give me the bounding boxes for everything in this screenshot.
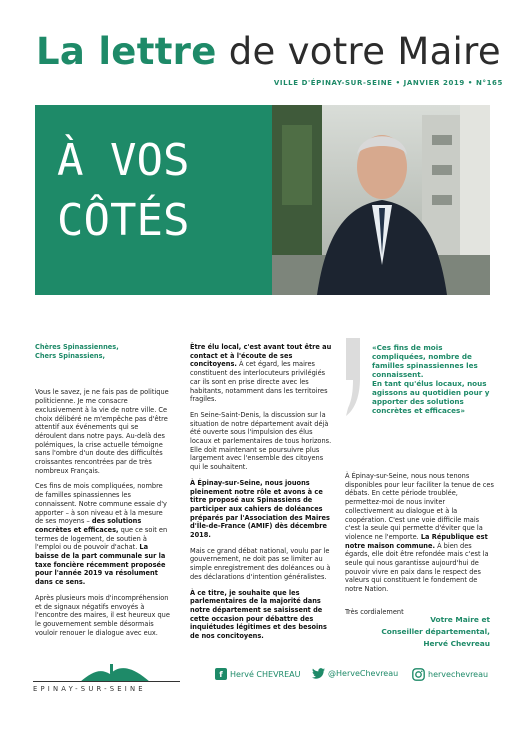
col2-paragraph-2: En Seine-Saint-Denis, la discussion sur la situation de notre département avait déjà été ouverte sous l'impulsion des élus locaux et parlementaires de tous horizons. Elle doit maintenant se poursuivre plus largement avec l'ensemble des citoyens qui le souhaitent. bbox=[190, 410, 332, 472]
facebook-icon: f bbox=[215, 668, 227, 680]
signature-line-3: Hervé Chevreau bbox=[423, 639, 490, 648]
twitter-icon bbox=[312, 668, 325, 679]
greeting-1: Chères Spinassiennes, bbox=[35, 343, 119, 351]
col1-paragraph-2: Ces fins de mois compliquées, nombre de familles spinassiennes les connaissent. Notre commune essaie d'y apporter – à son niveau et à la mesure de ses moyens – des solutions concrètes et efficaces, que ce soit en termes de logement, de soutien à l'emploi ou de pouvoir d'achat. La baisse de la part communale sur la taxe foncière récemment proposée pour l'année 2019 va résolument dans ce sens. bbox=[35, 482, 168, 587]
column-2 bbox=[190, 343, 335, 648]
facebook-handle: Hervé CHEVREAU bbox=[230, 669, 301, 679]
col1-paragraph-1: Vous le savez, je ne fais pas de politique politicienne. Je me consacre exclusivement à la vie de notre ville. Ce choix délibéré ne m'empêche pas d'être attentif aux événements qui se déroulent dans notre pays. Au-delà des polémiques, la crise actuelle témoigne sans l'ombre d'un doute des difficultés croissantes rencontrées par de très nombreux Français. bbox=[35, 388, 169, 475]
mayor-photo bbox=[272, 105, 490, 295]
greeting-2: Chers Spinassiens, bbox=[35, 351, 106, 360]
column-3 bbox=[345, 472, 495, 624]
city-logo-text: EPINAY-SUR-SEINE bbox=[33, 685, 146, 693]
column-1 bbox=[35, 343, 171, 644]
title-dark: de votre Maire bbox=[228, 30, 501, 73]
logo-divider bbox=[33, 681, 180, 682]
col1-paragraph-3: Après plusieurs mois d'incompréhension et de signaux négatifs envoyés à l'encontre des maires, il est heureux que le gouvernement semble désormais vouloir renouer le dialogue avec eux. bbox=[35, 593, 170, 637]
mayor-photo-illustration bbox=[272, 105, 490, 295]
twitter-link[interactable] bbox=[312, 668, 398, 679]
title-green: La lettre bbox=[36, 30, 217, 73]
col2-paragraph-1: Être élu local, c'est avant tout être au contact et à l'écoute de ses concitoyens. À cet égard, les maires constituent des interlocuteurs privilégiés car ils sont en prise directe avec les habitants, notamment dans les territoires fragiles. bbox=[190, 343, 332, 404]
signature-line-1: Votre Maire et bbox=[430, 615, 490, 624]
twitter-handle: @HerveChevreau bbox=[328, 669, 399, 678]
signature bbox=[381, 614, 490, 650]
instagram-handle: hervechevreau bbox=[428, 670, 489, 679]
quote-mark-icon bbox=[344, 338, 362, 416]
col2-paragraph-3: À Épinay-sur-Seine, nous jouons pleinement notre rôle et avons à ce titre proposé aux Spinassiens de participer aux cahiers de doléances préparés par l'Association des Maires d'Île-de-France (AMIF) dès décembre 2018. bbox=[190, 478, 330, 540]
hero-line-1: À VOS bbox=[57, 135, 190, 186]
facebook-link[interactable] bbox=[215, 668, 301, 680]
col3-paragraph-1: À Épinay-sur-Seine, nous nous tenons disponibles pour leur faciliter la tenue de ces débats. En cette période troublée, permettez-moi de nous inviter collectivement au dialogue et à la coopération. C'est une voie difficile mais c'est la seule qui permette d'éviter que la violence ne l'emporte. La République est notre maison commune. À bien des égards, elle doit être refondée mais c'est la seule qui nous garantisse aujourd'hui de pouvoir vivre en paix dans le respect des valeurs qui constituent le fondement de notre Nation. bbox=[345, 472, 494, 594]
page-title bbox=[36, 30, 501, 74]
hero-box bbox=[35, 105, 272, 295]
hero-line-2: CÔTÉS bbox=[57, 195, 190, 246]
instagram-icon bbox=[412, 668, 425, 681]
col2-paragraph-5: À ce titre, je souhaite que les parlementaires de la majorité dans notre département se saisissent de cette occasion pour débattre des inquiétudes légitimes et des besoins de nos concitoyens. bbox=[190, 588, 327, 641]
pull-quote bbox=[372, 343, 494, 415]
instagram-link[interactable] bbox=[412, 668, 488, 681]
quote-part-2: En tant qu'élus locaux, nous agissons au quotidien pour y apporter des solutions concrètes et efficaces» bbox=[372, 379, 490, 415]
signature-line-2: Conseiller départemental, bbox=[381, 627, 490, 636]
closing: Très cordialement bbox=[345, 607, 404, 616]
quote-part-1: «Ces fins de mois compliquées, nombre de familles spinassiennes les connaissent. bbox=[372, 343, 478, 379]
issue-subtitle: VILLE D'ÉPINAY-SUR-SEINE • JANVIER 2019 • N°165 bbox=[273, 79, 503, 87]
col2-paragraph-4: Mais ce grand débat national, voulu par le gouvernement, ne doit pas se limiter au simple enregistrement des doléances ou à des déclarations d'intention généralistes. bbox=[190, 546, 331, 581]
